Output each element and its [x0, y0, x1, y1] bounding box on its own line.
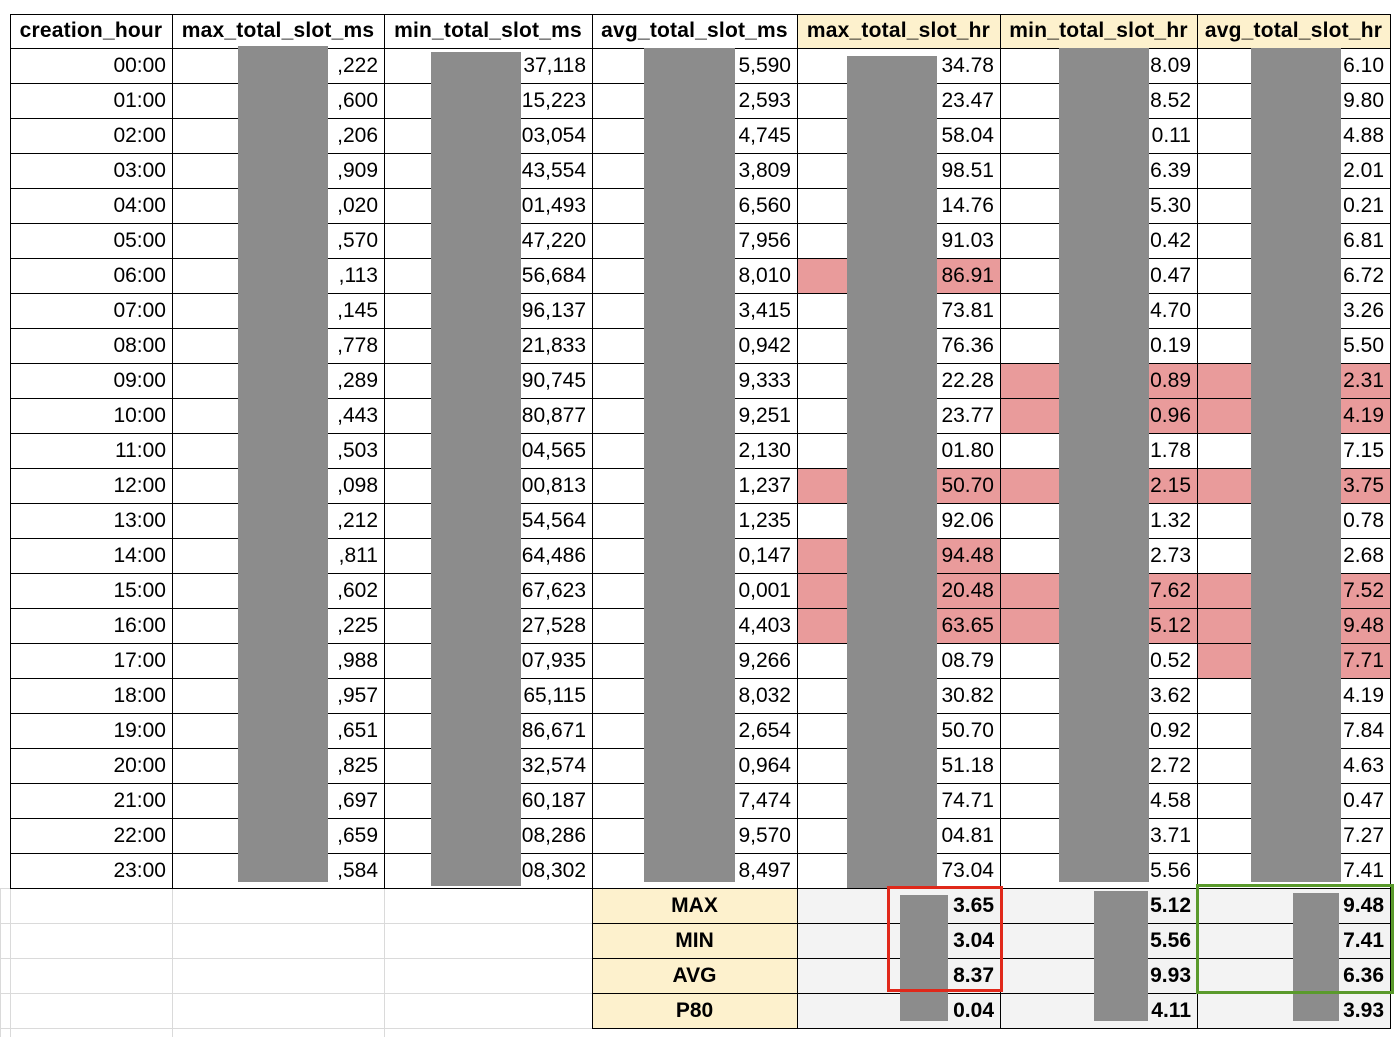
- cell-avg-total-slot-hr[interactable]: 0.78: [1343, 508, 1384, 532]
- cell-max-total-slot-ms[interactable]: ,651: [337, 718, 378, 742]
- grid-line: [172, 888, 173, 1037]
- cell-creation-hour[interactable]: 23:00: [113, 858, 166, 882]
- grid-line: [0, 888, 1, 1037]
- cell-creation-hour[interactable]: 17:00: [113, 648, 166, 672]
- cell-avg-total-slot-hr[interactable]: 7.41: [1343, 858, 1384, 882]
- cell-min-total-slot-hr[interactable]: 2.15: [1000, 468, 1197, 503]
- cell-max-total-slot-hr[interactable]: 22.28: [941, 368, 994, 392]
- summary-value[interactable]: 3.93: [1197, 993, 1390, 1028]
- cell-min-total-slot-hr[interactable]: 4.58: [1150, 788, 1191, 812]
- cell-creation-hour[interactable]: 13:00: [113, 508, 166, 532]
- cell-min-total-slot-ms[interactable]: 60,187: [521, 788, 586, 812]
- cell-avg-total-slot-hr[interactable]: 9.48: [1197, 608, 1390, 643]
- cell-avg-total-slot-hr[interactable]: 4.19: [1343, 683, 1384, 707]
- highlight-outline-green: [1196, 884, 1394, 994]
- cell-creation-hour[interactable]: 00:00: [113, 53, 166, 77]
- summary-value[interactable]: 5.56: [1000, 923, 1197, 958]
- cell-max-total-slot-ms[interactable]: ,584: [337, 858, 378, 882]
- cell-avg-total-slot-hr[interactable]: 3.75: [1197, 468, 1390, 503]
- cell-min-total-slot-ms[interactable]: 08,286: [521, 823, 586, 847]
- cell-avg-total-slot-ms[interactable]: 0,942: [738, 333, 791, 357]
- cell-max-total-slot-ms[interactable]: ,222: [337, 53, 378, 77]
- cell-min-total-slot-hr[interactable]: 2.73: [1150, 543, 1191, 567]
- column-header-avg-total-slot-ms[interactable]: avg_total_slot_ms: [592, 14, 797, 48]
- cell-avg-total-slot-hr[interactable]: 3.26: [1343, 298, 1384, 322]
- cell-avg-total-slot-hr[interactable]: 9.80: [1343, 88, 1384, 112]
- cell-avg-total-slot-ms[interactable]: 7,474: [738, 788, 791, 812]
- cell-avg-total-slot-ms[interactable]: 4,745: [738, 123, 791, 147]
- cell-creation-hour[interactable]: 09:00: [113, 368, 166, 392]
- summary-value[interactable]: 9.48: [1197, 888, 1390, 923]
- column-header-creation-hour[interactable]: creation_hour: [10, 14, 172, 48]
- cell-min-total-slot-ms[interactable]: 54,564: [521, 508, 586, 532]
- cell-creation-hour[interactable]: 03:00: [113, 158, 166, 182]
- summary-value[interactable]: 0.04: [797, 993, 1000, 1028]
- cell-max-total-slot-hr[interactable]: 73.04: [941, 858, 994, 882]
- cell-min-total-slot-ms[interactable]: 37,118: [523, 53, 586, 77]
- cell-creation-hour[interactable]: 02:00: [113, 123, 166, 147]
- cell-avg-total-slot-ms[interactable]: 8,010: [738, 263, 791, 287]
- cell-max-total-slot-hr[interactable]: 20.48: [797, 573, 1000, 608]
- cell-min-total-slot-hr[interactable]: 0.92: [1150, 718, 1191, 742]
- grid-line: [592, 888, 593, 1029]
- cell-min-total-slot-hr[interactable]: 0.19: [1150, 333, 1191, 357]
- cell-max-total-slot-ms[interactable]: ,212: [337, 508, 378, 532]
- cell-max-total-slot-ms[interactable]: ,957: [337, 683, 378, 707]
- cell-creation-hour[interactable]: 06:00: [113, 263, 166, 287]
- cell-min-total-slot-hr[interactable]: 8.52: [1150, 88, 1191, 112]
- summary-label-p80[interactable]: P80: [592, 993, 797, 1028]
- cell-avg-total-slot-ms[interactable]: 2,130: [738, 438, 791, 462]
- summary-value[interactable]: 9.93: [1000, 958, 1197, 993]
- cell-max-total-slot-hr[interactable]: 01.80: [941, 438, 994, 462]
- cell-min-total-slot-ms[interactable]: 56,684: [521, 263, 586, 287]
- grid-line: [797, 888, 798, 1029]
- redaction-block: [1059, 48, 1149, 882]
- cell-max-total-slot-ms[interactable]: ,909: [337, 158, 378, 182]
- cell-avg-total-slot-ms[interactable]: 9,570: [738, 823, 791, 847]
- cell-max-total-slot-ms[interactable]: ,145: [337, 298, 378, 322]
- cell-max-total-slot-hr[interactable]: 34.78: [941, 53, 994, 77]
- cell-max-total-slot-hr[interactable]: 08.79: [941, 648, 994, 672]
- cell-creation-hour[interactable]: 01:00: [113, 88, 166, 112]
- redaction-block: [431, 52, 521, 886]
- redaction-block: [1094, 891, 1148, 1021]
- cell-creation-hour[interactable]: 12:00: [113, 473, 166, 497]
- cell-max-total-slot-hr[interactable]: 50.70: [797, 468, 1000, 503]
- cell-max-total-slot-hr[interactable]: 98.51: [941, 158, 994, 182]
- cell-max-total-slot-ms[interactable]: ,778: [337, 333, 378, 357]
- cell-avg-total-slot-hr[interactable]: 7.52: [1197, 573, 1390, 608]
- cell-avg-total-slot-hr[interactable]: 7.84: [1343, 718, 1384, 742]
- cell-avg-total-slot-hr[interactable]: 0.21: [1343, 193, 1384, 217]
- summary-value[interactable]: 4.11: [1000, 993, 1197, 1028]
- cell-avg-total-slot-ms[interactable]: 5,590: [738, 53, 791, 77]
- grid-line: [384, 888, 385, 1037]
- cell-max-total-slot-ms[interactable]: ,113: [338, 263, 378, 287]
- cell-avg-total-slot-ms[interactable]: 3,415: [738, 298, 791, 322]
- grid-line: [797, 14, 798, 889]
- cell-min-total-slot-ms[interactable]: 64,486: [521, 543, 586, 567]
- cell-min-total-slot-ms[interactable]: 21,833: [521, 333, 586, 357]
- highlight-outline-red: [887, 886, 1003, 992]
- cell-min-total-slot-hr[interactable]: 0.52: [1150, 648, 1191, 672]
- cell-avg-total-slot-hr[interactable]: 4.88: [1343, 123, 1384, 147]
- cell-max-total-slot-hr[interactable]: 63.65: [797, 608, 1000, 643]
- cell-avg-total-slot-hr[interactable]: 6.10: [1343, 53, 1384, 77]
- grid-line: [0, 1028, 592, 1029]
- cell-creation-hour[interactable]: 21:00: [113, 788, 166, 812]
- cell-max-total-slot-ms[interactable]: ,811: [338, 543, 378, 567]
- cell-min-total-slot-ms[interactable]: 47,220: [521, 228, 586, 252]
- cell-min-total-slot-hr[interactable]: 0.89: [1000, 363, 1197, 398]
- cell-max-total-slot-ms[interactable]: ,570: [337, 228, 378, 252]
- cell-creation-hour[interactable]: 08:00: [113, 333, 166, 357]
- cell-max-total-slot-hr[interactable]: 23.77: [941, 403, 994, 427]
- cell-creation-hour[interactable]: 11:00: [115, 438, 166, 462]
- cell-avg-total-slot-hr[interactable]: 4.19: [1197, 398, 1390, 433]
- grid-line: [384, 14, 385, 889]
- cell-avg-total-slot-ms[interactable]: 1,235: [738, 508, 791, 532]
- cell-avg-total-slot-ms[interactable]: 9,251: [738, 403, 791, 427]
- cell-creation-hour[interactable]: 22:00: [113, 823, 166, 847]
- cell-min-total-slot-ms[interactable]: 67,623: [521, 578, 586, 602]
- cell-max-total-slot-ms[interactable]: ,225: [337, 613, 378, 637]
- cell-max-total-slot-ms[interactable]: ,020: [337, 193, 378, 217]
- redaction-block: [847, 56, 937, 888]
- redaction-block: [1251, 48, 1341, 882]
- cell-min-total-slot-hr[interactable]: 0.96: [1000, 398, 1197, 433]
- cell-creation-hour[interactable]: 10:00: [113, 403, 166, 427]
- cell-avg-total-slot-hr[interactable]: 6.72: [1343, 263, 1384, 287]
- grid-line: [0, 958, 592, 959]
- summary-value[interactable]: 3.04: [797, 923, 1000, 958]
- cell-min-total-slot-ms[interactable]: 03,054: [521, 123, 586, 147]
- cell-min-total-slot-ms[interactable]: 27,528: [521, 613, 586, 637]
- cell-avg-total-slot-hr[interactable]: 2.01: [1343, 158, 1384, 182]
- grid-line: [1197, 14, 1198, 889]
- grid-line: [10, 14, 11, 889]
- grid-line: [592, 14, 593, 889]
- grid-line: [10, 888, 1390, 889]
- cell-min-total-slot-hr[interactable]: 3.62: [1150, 683, 1191, 707]
- column-header-min-total-slot-ms[interactable]: min_total_slot_ms: [384, 14, 592, 48]
- grid-line: [0, 993, 592, 994]
- cell-creation-hour[interactable]: 04:00: [113, 193, 166, 217]
- cell-max-total-slot-ms[interactable]: ,289: [337, 368, 378, 392]
- cell-creation-hour[interactable]: 16:00: [113, 613, 166, 637]
- summary-value[interactable]: 8.37: [797, 958, 1000, 993]
- cell-avg-total-slot-hr[interactable]: 7.15: [1343, 438, 1384, 462]
- cell-creation-hour[interactable]: 19:00: [113, 718, 166, 742]
- cell-min-total-slot-hr[interactable]: 0.42: [1150, 228, 1191, 252]
- cell-min-total-slot-hr[interactable]: 6.39: [1150, 158, 1191, 182]
- cell-avg-total-slot-ms[interactable]: 0,147: [738, 543, 791, 567]
- cell-max-total-slot-hr[interactable]: 23.47: [941, 88, 994, 112]
- column-header-max-total-slot-ms[interactable]: max_total_slot_ms: [172, 14, 384, 48]
- cell-min-total-slot-hr[interactable]: 1.32: [1150, 508, 1191, 532]
- cell-avg-total-slot-ms[interactable]: 3,809: [738, 158, 791, 182]
- cell-min-total-slot-hr[interactable]: 0.47: [1150, 263, 1191, 287]
- cell-max-total-slot-hr[interactable]: 04.81: [941, 823, 994, 847]
- cell-max-total-slot-ms[interactable]: ,988: [337, 648, 378, 672]
- cell-max-total-slot-hr[interactable]: 73.81: [941, 298, 994, 322]
- cell-min-total-slot-ms[interactable]: 65,115: [523, 683, 586, 707]
- cell-min-total-slot-hr[interactable]: 2.72: [1150, 753, 1191, 777]
- grid-line: [0, 923, 592, 924]
- cell-min-total-slot-ms[interactable]: 15,223: [521, 88, 586, 112]
- cell-avg-total-slot-hr[interactable]: 2.31: [1197, 363, 1390, 398]
- cell-min-total-slot-ms[interactable]: 00,813: [521, 473, 586, 497]
- cell-max-total-slot-hr[interactable]: 86.91: [797, 258, 1000, 293]
- cell-avg-total-slot-hr[interactable]: 4.63: [1343, 753, 1384, 777]
- summary-label-avg[interactable]: AVG: [592, 958, 797, 993]
- cell-avg-total-slot-hr[interactable]: 7.27: [1343, 823, 1384, 847]
- cell-max-total-slot-hr[interactable]: 92.06: [941, 508, 994, 532]
- cell-max-total-slot-ms[interactable]: ,659: [337, 823, 378, 847]
- cell-min-total-slot-ms[interactable]: 01,493: [521, 193, 586, 217]
- cell-max-total-slot-ms[interactable]: ,602: [337, 578, 378, 602]
- cell-min-total-slot-ms[interactable]: 96,137: [521, 298, 586, 322]
- cell-max-total-slot-hr[interactable]: 74.71: [941, 788, 994, 812]
- summary-label-min[interactable]: MIN: [592, 923, 797, 958]
- cell-min-total-slot-hr[interactable]: 4.70: [1150, 298, 1191, 322]
- cell-creation-hour[interactable]: 07:00: [113, 298, 166, 322]
- cell-avg-total-slot-ms[interactable]: 8,032: [738, 683, 791, 707]
- cell-min-total-slot-ms[interactable]: 43,554: [521, 158, 586, 182]
- cell-max-total-slot-ms[interactable]: ,443: [337, 403, 378, 427]
- cell-min-total-slot-hr[interactable]: 8.09: [1150, 53, 1191, 77]
- cell-avg-total-slot-hr[interactable]: 5.50: [1343, 333, 1384, 357]
- cell-max-total-slot-hr[interactable]: 76.36: [941, 333, 994, 357]
- cell-avg-total-slot-ms[interactable]: 6,560: [738, 193, 791, 217]
- cell-creation-hour[interactable]: 05:00: [113, 228, 166, 252]
- cell-max-total-slot-hr[interactable]: 30.82: [941, 683, 994, 707]
- grid-line: [10, 14, 1390, 15]
- cell-min-total-slot-ms[interactable]: 04,565: [521, 438, 586, 462]
- cell-avg-total-slot-hr[interactable]: 7.71: [1197, 643, 1390, 678]
- cell-max-total-slot-hr[interactable]: 58.04: [941, 123, 994, 147]
- cell-max-total-slot-hr[interactable]: 94.48: [797, 538, 1000, 573]
- cell-min-total-slot-ms[interactable]: 90,745: [521, 368, 586, 392]
- cell-avg-total-slot-hr[interactable]: 0.47: [1343, 788, 1384, 812]
- cell-min-total-slot-hr[interactable]: 1.78: [1150, 438, 1191, 462]
- cell-avg-total-slot-ms[interactable]: 9,266: [738, 648, 791, 672]
- cell-avg-total-slot-ms[interactable]: 9,333: [738, 368, 791, 392]
- summary-label-max[interactable]: MAX: [592, 888, 797, 923]
- summary-value[interactable]: 3.65: [797, 888, 1000, 923]
- cell-min-total-slot-ms[interactable]: 07,935: [521, 648, 586, 672]
- cell-max-total-slot-ms[interactable]: ,697: [337, 788, 378, 812]
- grid-line: [1000, 14, 1001, 889]
- column-header-min-total-slot-hr[interactable]: min_total_slot_hr: [1000, 14, 1197, 48]
- cell-max-total-slot-ms[interactable]: ,600: [337, 88, 378, 112]
- cell-min-total-slot-ms[interactable]: 32,574: [521, 753, 586, 777]
- cell-min-total-slot-hr[interactable]: 5.56: [1150, 858, 1191, 882]
- cell-creation-hour[interactable]: 15:00: [113, 578, 166, 602]
- cell-max-total-slot-ms[interactable]: ,206: [337, 123, 378, 147]
- cell-max-total-slot-ms[interactable]: ,098: [337, 473, 378, 497]
- cell-max-total-slot-ms[interactable]: ,825: [337, 753, 378, 777]
- cell-avg-total-slot-ms[interactable]: 0,001: [738, 578, 791, 602]
- cell-max-total-slot-hr[interactable]: 14.76: [941, 193, 994, 217]
- cell-min-total-slot-ms[interactable]: 08,302: [521, 858, 586, 882]
- cell-avg-total-slot-ms[interactable]: 7,956: [738, 228, 791, 252]
- cell-max-total-slot-ms[interactable]: ,503: [337, 438, 378, 462]
- cell-max-total-slot-hr[interactable]: 50.70: [941, 718, 994, 742]
- cell-min-total-slot-ms[interactable]: 86,671: [521, 718, 586, 742]
- grid-line: [592, 1028, 1390, 1029]
- cell-avg-total-slot-hr[interactable]: 2.68: [1343, 543, 1384, 567]
- cell-avg-total-slot-ms[interactable]: 4,403: [738, 613, 791, 637]
- grid-line: [1390, 14, 1391, 889]
- cell-avg-total-slot-ms[interactable]: 2,654: [738, 718, 791, 742]
- cell-min-total-slot-hr[interactable]: 5.12: [1000, 608, 1197, 643]
- cell-avg-total-slot-hr[interactable]: 6.81: [1343, 228, 1384, 252]
- cell-avg-total-slot-ms[interactable]: 0,964: [738, 753, 791, 777]
- redaction-block: [238, 46, 328, 882]
- cell-creation-hour[interactable]: 18:00: [113, 683, 166, 707]
- cell-min-total-slot-ms[interactable]: 80,877: [521, 403, 586, 427]
- cell-min-total-slot-hr[interactable]: 3.71: [1150, 823, 1191, 847]
- cell-min-total-slot-hr[interactable]: 7.62: [1000, 573, 1197, 608]
- cell-creation-hour[interactable]: 20:00: [113, 753, 166, 777]
- cell-max-total-slot-hr[interactable]: 91.03: [941, 228, 994, 252]
- cell-avg-total-slot-ms[interactable]: 2,593: [738, 88, 791, 112]
- column-header-max-total-slot-hr[interactable]: max_total_slot_hr: [797, 14, 1000, 48]
- grid-line: [172, 14, 173, 889]
- cell-max-total-slot-hr[interactable]: 51.18: [941, 753, 994, 777]
- summary-value[interactable]: 5.12: [1000, 888, 1197, 923]
- cell-creation-hour[interactable]: 14:00: [113, 543, 166, 567]
- cell-min-total-slot-hr[interactable]: 0.11: [1151, 123, 1191, 147]
- redaction-block: [644, 48, 735, 882]
- cell-avg-total-slot-ms[interactable]: 8,497: [738, 858, 791, 882]
- cell-avg-total-slot-ms[interactable]: 1,237: [738, 473, 791, 497]
- cell-min-total-slot-hr[interactable]: 5.30: [1150, 193, 1191, 217]
- summary-value[interactable]: 7.41: [1197, 923, 1390, 958]
- column-header-avg-total-slot-hr[interactable]: avg_total_slot_hr: [1197, 14, 1390, 48]
- summary-value[interactable]: 6.36: [1197, 958, 1390, 993]
- grid-line: [10, 888, 11, 1037]
